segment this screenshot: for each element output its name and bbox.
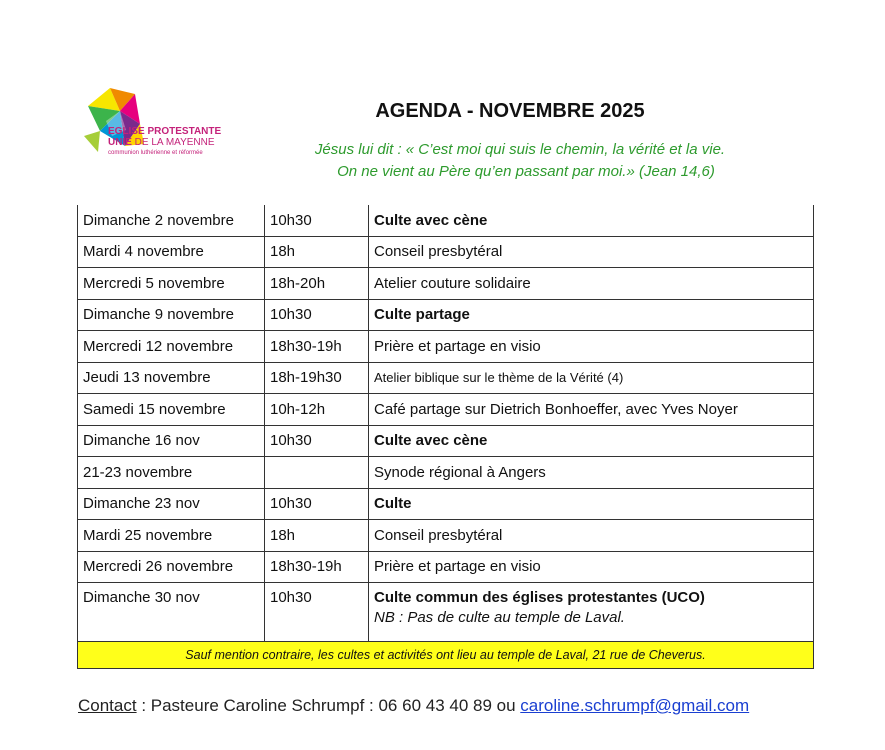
event-cell: Café partage sur Dietrich Bonhoeffer, avec Yves Noyer	[369, 394, 814, 426]
date-cell: Mardi 25 novembre	[78, 520, 265, 552]
time-cell: 18h-20h	[265, 268, 369, 300]
event-cell: Prière et partage en visio	[369, 551, 814, 583]
church-logo	[80, 86, 240, 166]
date-cell: Dimanche 2 novembre	[78, 205, 265, 236]
event-cell: Synode régional à Angers	[369, 457, 814, 489]
quote-line-1: Jésus lui dit : « C’est moi qui suis le chemin, la vérité et la vie.	[314, 141, 726, 158]
logo-line3: communion luthérienne et réformée	[108, 150, 203, 156]
time-cell: 10h30	[265, 488, 369, 520]
time-cell: 10h30	[265, 425, 369, 457]
time-cell: 10h30	[265, 205, 369, 236]
event-cell: Prière et partage en visio	[369, 331, 814, 363]
email-link[interactable]: caroline.schrumpf@gmail.com	[520, 696, 750, 715]
event-cell: Atelier couture solidaire	[369, 268, 814, 300]
table-row	[78, 394, 814, 426]
logo-line1: EGLISE PROTESTANTE	[108, 126, 222, 137]
table-row	[78, 551, 814, 583]
page-title: AGENDA - NOVEMBRE 2025	[375, 100, 645, 122]
table-row	[78, 205, 814, 236]
event-cell: Culte partage	[369, 299, 814, 331]
contact-text: : Pasteure Caroline Schrumpf : 06 60 43 40 89 ou	[136, 696, 521, 715]
table-row	[78, 488, 814, 520]
table-row	[78, 362, 814, 394]
date-cell: Mardi 4 novembre	[78, 236, 265, 268]
table-row	[78, 331, 814, 363]
event-cell: Atelier biblique sur le thème de la Vérité (4)	[369, 362, 814, 394]
date-cell: Dimanche 23 nov	[78, 488, 265, 520]
event-title: Culte commun des églises protestantes (UCO)	[374, 589, 705, 606]
table-row	[78, 457, 814, 489]
table-row	[78, 236, 814, 268]
date-cell: Mercredi 12 novembre	[78, 331, 265, 363]
date-cell: Mercredi 5 novembre	[78, 268, 265, 300]
contact-label: Contact	[78, 696, 137, 715]
table-row	[78, 299, 814, 331]
time-cell: 18h30-19h	[265, 551, 369, 583]
logo-line2: UNIE DE LA MAYENNE	[108, 137, 215, 148]
date-cell: Mercredi 26 novembre	[78, 551, 265, 583]
time-cell: 10h30	[265, 299, 369, 331]
time-cell	[265, 457, 369, 489]
quote-line-2: On ne vient au Père qu’en passant par moi.» (Jean 14,6)	[337, 163, 715, 180]
time-cell: 18h30-19h	[265, 331, 369, 363]
event-cell: Conseil presbytéral	[369, 236, 814, 268]
time-cell: 10h30	[265, 583, 369, 642]
date-cell: Samedi 15 novembre	[78, 394, 265, 426]
time-cell: 18h-19h30	[265, 362, 369, 394]
bible-quote	[240, 139, 800, 183]
date-cell: Dimanche 30 nov	[78, 583, 265, 642]
table-row	[78, 583, 814, 642]
contact-line	[78, 696, 749, 716]
time-cell: 10h-12h	[265, 394, 369, 426]
event-cell: Culte	[369, 488, 814, 520]
agenda-table	[77, 205, 814, 669]
footer-note: Sauf mention contraire, les cultes et activités ont lieu au temple de Laval, 21 rue de Cheverus.	[78, 642, 814, 669]
date-cell: Dimanche 16 nov	[78, 425, 265, 457]
event-cell: Culte avec cène	[369, 205, 814, 236]
event-cell: Culte avec cène	[369, 425, 814, 457]
time-cell: 18h	[265, 236, 369, 268]
event-cell: Conseil presbytéral	[369, 520, 814, 552]
table-row	[78, 268, 814, 300]
table-row	[78, 520, 814, 552]
date-cell: Jeudi 13 novembre	[78, 362, 265, 394]
time-cell: 18h	[265, 520, 369, 552]
date-cell: Dimanche 9 novembre	[78, 299, 265, 331]
footer-note-row	[78, 642, 814, 669]
event-note: NB : Pas de culte au temple de Laval.	[374, 609, 625, 626]
event-cell	[369, 583, 814, 642]
table-row	[78, 425, 814, 457]
date-cell: 21-23 novembre	[78, 457, 265, 489]
